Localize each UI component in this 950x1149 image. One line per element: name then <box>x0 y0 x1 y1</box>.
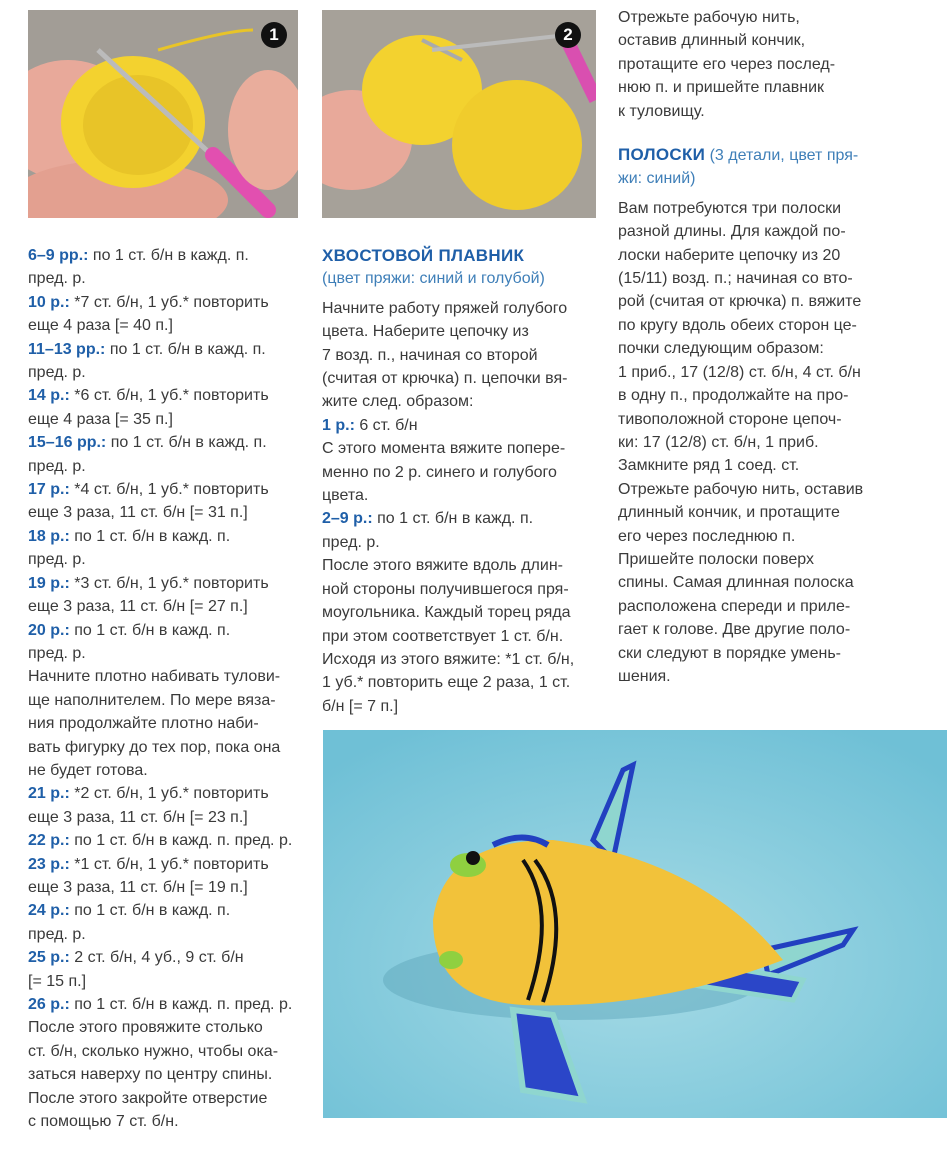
text-line <box>618 267 863 290</box>
text-line <box>28 642 292 665</box>
row-text: спины. Самая длинная полоска <box>618 574 854 592</box>
text-line <box>322 414 574 437</box>
row-text: лоски наберите цепочку из 20 <box>618 246 841 264</box>
row-text: по 1 ст. б/н в кажд. п. <box>106 434 267 452</box>
text-line <box>28 314 292 337</box>
row-text: менно по 2 р. синего и голубого <box>322 463 557 481</box>
row-text: пред. р. <box>28 925 86 943</box>
text-line <box>28 619 292 642</box>
text-line <box>618 454 863 477</box>
text-line <box>618 337 863 360</box>
text-line <box>618 431 863 454</box>
row-text: в одну п., продолжайте на про- <box>618 387 849 405</box>
row-label: 10 р.: <box>28 293 70 311</box>
row-label: 11–13 рр.: <box>28 340 106 358</box>
row-text: пред. р. <box>28 551 86 569</box>
middle-column <box>322 244 574 718</box>
text-line <box>28 361 292 384</box>
row-text: по 1 ст. б/н в кажд. п. <box>69 902 231 920</box>
text-line <box>322 320 574 343</box>
row-text: *7 ст. б/н, 1 уб.* повторить <box>69 293 269 311</box>
text-line <box>28 782 292 805</box>
row-label: 18 р.: <box>28 527 70 545</box>
row-text: еще 3 раза, 11 ст. б/н [= 31 п.] <box>28 504 248 522</box>
row-text: рой (считая от крючка) п. вяжите <box>618 293 862 311</box>
text-line <box>618 76 863 99</box>
row-label: 6–9 рр.: <box>28 247 89 264</box>
text-line <box>322 695 574 718</box>
row-text: еще 3 раза, 11 ст. б/н [= 27 п.] <box>28 598 248 616</box>
text-line <box>28 1110 292 1133</box>
text-line <box>618 244 863 267</box>
row-text: по 1 ст. б/н в кажд. п. пред. р. <box>69 832 293 850</box>
row-label: 1 р.: <box>322 416 355 434</box>
text-line <box>28 572 292 595</box>
text-line <box>618 501 863 524</box>
row-text: шения. <box>618 667 671 685</box>
text-line <box>28 1063 292 1086</box>
row-text: ки: 17 (12/8) ст. б/н, 1 приб. <box>618 433 819 451</box>
row-text: (считая от крючка) п. цепочки вя- <box>322 370 568 388</box>
row-label: 14 р.: <box>28 387 70 405</box>
row-text: по 1 ст. б/н в кажд. п. <box>88 247 249 264</box>
row-text: Начните плотно набивать тулови- <box>28 668 281 686</box>
row-text: После этого закройте отверстие <box>28 1089 268 1107</box>
row-text: пред. р. <box>28 270 86 288</box>
text-line <box>28 1087 292 1110</box>
text-line <box>28 970 292 993</box>
row-text: *1 ст. б/н, 1 уб.* повторить <box>69 855 269 873</box>
crochet-fish-image <box>323 730 947 1118</box>
section-heading-stripes: ПОЛОСКИ <box>618 145 706 165</box>
row-text: моугольника. Каждый торец ряда <box>322 604 571 622</box>
text-line <box>618 197 863 220</box>
row-text: не будет готова. <box>28 761 148 779</box>
text-line <box>28 712 292 735</box>
text-line <box>28 689 292 712</box>
row-text: нюю п. и пришейте плавник <box>618 79 825 97</box>
row-text: длинный кончик, и протащите <box>618 504 840 522</box>
text-line <box>322 344 574 367</box>
row-text: Замкните ряд 1 соед. ст. <box>618 457 800 475</box>
text-line <box>322 484 574 507</box>
text-line <box>28 829 292 852</box>
row-text: разной длины. Для каждой по- <box>618 223 846 241</box>
text-line <box>618 478 863 501</box>
text-line <box>28 431 292 454</box>
text-line <box>618 642 863 665</box>
row-text: тивоположной стороне цепоч- <box>618 410 842 428</box>
text-line <box>28 408 292 431</box>
section-heading-tail-fin: ХВОСТОВОЙ ПЛАВНИК <box>322 246 525 265</box>
row-text: по 1 ст. б/н в кажд. п. <box>105 340 266 358</box>
row-text: еще 3 раза, 11 ст. б/н [= 19 п.] <box>28 878 248 896</box>
text-line <box>28 501 292 524</box>
text-line <box>28 1016 292 1039</box>
text-line <box>28 338 292 361</box>
row-text: протащите его через послед- <box>618 55 836 73</box>
row-text: жите след. образом: <box>322 393 474 411</box>
text-line <box>618 548 863 571</box>
crochet-two-balls-image <box>322 10 596 218</box>
row-text: 1 уб.* повторить еще 2 раза, 1 ст. <box>322 674 571 692</box>
row-text: ной стороны получившегося пря- <box>322 580 569 598</box>
text-line <box>322 601 574 624</box>
text-line <box>28 993 292 1016</box>
text-line <box>618 665 863 688</box>
text-line <box>28 665 292 688</box>
text-line <box>618 384 863 407</box>
row-text: с помощью 7 ст. б/н. <box>28 1113 179 1131</box>
crochet-ball-hook-image <box>28 10 298 218</box>
section-subtitle-cont: жи: синий) <box>618 170 696 188</box>
row-text: пред. р. <box>28 364 86 382</box>
text-line <box>322 367 574 390</box>
text-line <box>28 923 292 946</box>
text-line <box>322 531 574 554</box>
row-text: С этого момента вяжите попере- <box>322 440 566 458</box>
row-label: 26 р.: <box>28 996 70 1013</box>
row-text: расположена спереди и приле- <box>618 597 851 615</box>
text-line <box>28 525 292 548</box>
text-line <box>28 899 292 922</box>
text-line <box>322 461 574 484</box>
row-text: ния продолжайте плотно наби- <box>28 715 259 733</box>
row-text: заться наверху по центру спины. <box>28 1066 273 1084</box>
finished-fish-photo <box>323 730 947 1118</box>
text-line <box>28 595 292 618</box>
text-line <box>28 267 292 290</box>
row-text: по кругу вдоль обеих сторон це- <box>618 316 857 334</box>
text-line <box>618 100 863 123</box>
row-text: Исходя из этого вяжите: *1 ст. б/н, <box>322 650 575 668</box>
row-text: б/н [= 7 п.] <box>322 697 399 715</box>
text-line <box>28 1040 292 1063</box>
row-text: почки следующим образом: <box>618 340 824 358</box>
row-text: по 1 ст. б/н в кажд. п. <box>372 510 534 528</box>
row-label: 21 р.: <box>28 785 70 803</box>
text-line <box>28 876 292 899</box>
text-line <box>28 853 292 876</box>
text-line <box>618 53 863 76</box>
text-line <box>28 244 292 267</box>
row-label: 22 р.: <box>28 832 70 850</box>
row-text: оставив длинный кончик, <box>618 32 806 50</box>
row-text: еще 3 раза, 11 ст. б/н [= 23 п.] <box>28 808 248 826</box>
row-text: После этого провяжите столько <box>28 1019 263 1037</box>
row-label: 2–9 р.: <box>322 510 373 528</box>
text-line <box>322 507 574 530</box>
row-text: вать фигурку до тех пор, пока она <box>28 738 281 756</box>
text-line <box>28 548 292 571</box>
step-number-badge: 2 <box>555 22 581 48</box>
text-line <box>618 290 863 313</box>
text-line <box>28 736 292 759</box>
text-line <box>28 455 292 478</box>
row-text: Вам потребуются три полоски <box>618 199 842 217</box>
row-label: 20 р.: <box>28 621 70 639</box>
step-2-photo <box>322 10 596 218</box>
row-text: 2 ст. б/н, 4 уб., 9 ст. б/н <box>69 949 244 967</box>
text-line <box>618 361 863 384</box>
row-text: *2 ст. б/н, 1 уб.* повторить <box>69 785 269 803</box>
text-line <box>322 297 574 320</box>
text-line <box>618 408 863 431</box>
text-line <box>322 625 574 648</box>
row-text: ще наполнителем. По мере вяза- <box>28 691 276 709</box>
row-text: цвета. <box>322 487 369 505</box>
text-line <box>618 595 863 618</box>
text-line <box>28 759 292 782</box>
tail-fin-instructions <box>322 297 574 718</box>
row-text: еще 4 раза [= 35 п.] <box>28 410 173 428</box>
row-text: по 1 ст. б/н в кажд. п. <box>69 621 231 639</box>
row-text: Отрежьте рабочую нить, <box>618 9 800 26</box>
left-column-instructions <box>28 244 292 1133</box>
row-text: его через последнюю п. <box>618 527 796 545</box>
row-text: пред. р. <box>322 533 380 551</box>
row-text: (15/11) возд. п.; начиная со вто- <box>618 270 853 288</box>
row-text: по 1 ст. б/н в кажд. п. пред. р. <box>69 996 293 1013</box>
text-line <box>322 648 574 671</box>
row-text: *3 ст. б/н, 1 уб.* повторить <box>69 574 269 592</box>
row-text: *4 ст. б/н, 1 уб.* повторить <box>69 481 269 499</box>
right-column <box>618 6 863 688</box>
row-text: ски следуют в порядке умень- <box>618 644 841 662</box>
text-line <box>618 314 863 337</box>
row-label: 23 р.: <box>28 855 70 873</box>
section-heading-stripes-row <box>618 143 863 167</box>
text-line <box>322 671 574 694</box>
row-text: Пришейте полоски поверх <box>618 550 815 568</box>
text-line <box>322 390 574 413</box>
row-text: [= 15 п.] <box>28 972 87 990</box>
row-text: гает к голове. Две другие поло- <box>618 621 851 639</box>
row-text: при этом соответствует 1 ст. б/н. <box>322 627 564 645</box>
step-1-photo <box>28 10 298 218</box>
row-text: *6 ст. б/н, 1 уб.* повторить <box>69 387 269 405</box>
text-line <box>618 525 863 548</box>
text-line <box>28 384 292 407</box>
text-line <box>618 571 863 594</box>
text-line <box>322 578 574 601</box>
row-label: 15–16 рр.: <box>28 434 107 452</box>
row-text: пред. р. <box>28 644 86 662</box>
text-line <box>28 478 292 501</box>
row-text: Отрежьте рабочую нить, оставив <box>618 480 864 498</box>
row-label: 24 р.: <box>28 902 70 920</box>
row-text: 7 возд. п., начиная со второй <box>322 346 538 364</box>
row-text: пред. р. <box>28 457 86 475</box>
stripes-instructions <box>618 197 863 689</box>
row-text: к туловищу. <box>618 102 705 120</box>
row-text: 6 ст. б/н <box>354 416 418 434</box>
text-line <box>28 806 292 829</box>
row-label: 17 р.: <box>28 481 70 499</box>
row-text: по 1 ст. б/н в кажд. п. <box>69 527 231 545</box>
text-line <box>618 220 863 243</box>
step-number-badge: 1 <box>261 22 287 48</box>
row-text: Начните работу пряжей голубого <box>322 299 568 317</box>
text-line <box>28 291 292 314</box>
row-label: 25 р.: <box>28 949 70 967</box>
text-line <box>618 6 863 29</box>
row-text: После этого вяжите вдоль длин- <box>322 557 563 575</box>
fin-finishing-instructions <box>618 6 863 123</box>
text-line <box>322 437 574 460</box>
text-line <box>28 946 292 969</box>
row-text: цвета. Наберите цепочку из <box>322 323 529 341</box>
row-text: ст. б/н, сколько нужно, чтобы ока- <box>28 1042 279 1060</box>
row-text: еще 4 раза [= 40 п.] <box>28 317 173 335</box>
section-subtitle: (3 детали, цвет пря- <box>705 147 859 165</box>
row-text: 1 приб., 17 (12/8) ст. б/н, 4 ст. б/н <box>618 363 861 381</box>
text-line <box>322 554 574 577</box>
text-line <box>618 618 863 641</box>
text-line <box>618 29 863 52</box>
section-subtitle: (цвет пряжи: синий и голубой) <box>322 270 545 288</box>
row-label: 19 р.: <box>28 574 70 592</box>
